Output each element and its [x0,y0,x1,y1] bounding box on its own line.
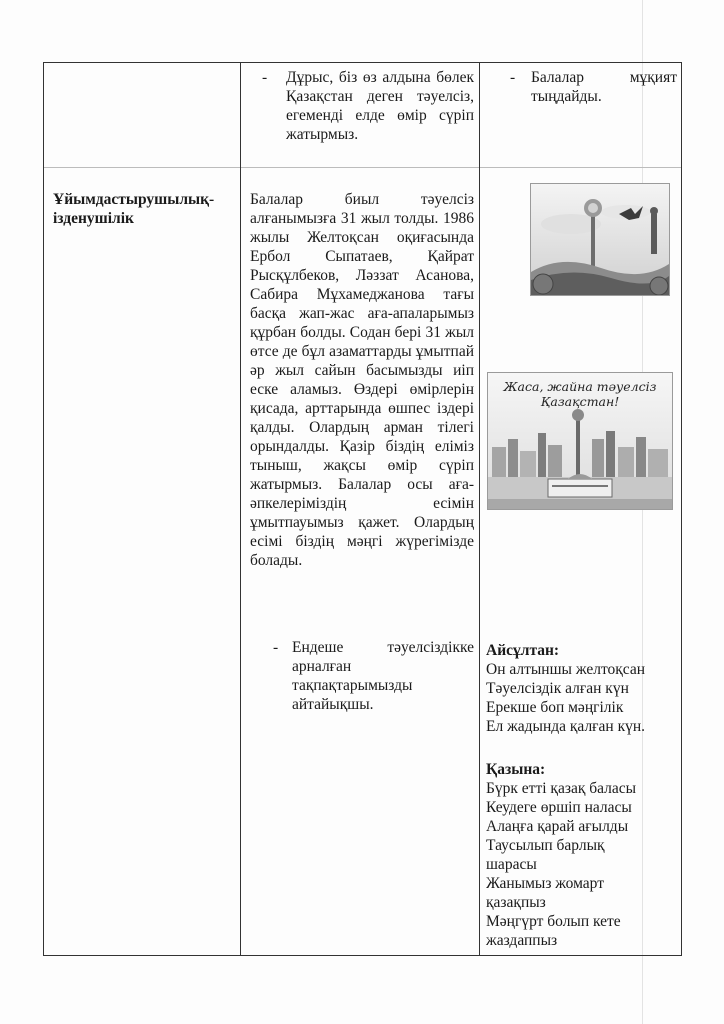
row1-right-bullet: - [510,69,516,86]
poem2-line: Бүрк етті қазақ баласы [486,780,637,797]
poem2-line: Таусылып барлық [486,837,605,854]
poem2-line: Алаңға қарай ағылды [486,818,629,835]
main-paragraph: Балалар биыл тәуелсіз алғанымызға 31 жыл толды. 1986 жылы Желтоқсан оқиғасында Ербол Сыпатаев, Қайрат Рысқұлбеков, Ләззат Асанова, Сабира Мұхамеджанова тағы басқа жап-жас аға-апаларымыз құрбан болды. Содан бері 31 жыл өтсе де бұл азаматтарды ұмытпай әр жыл сайын басымызды иіп еске аламыз. Өздері өмірлерін қисада, арттарында өшпес іздері қалды. Олардың арман тілегі орындалды. Қазір біздің еліміз тыныш, жақсы өмір сүріп жатырмыз. Балалар осы аға-әпкелеріміздің есімін ұмытпауымыз қажет. Олардың есімі біздің мәңгі жүрегімізде болады. [250,191,474,569]
poem2-line: Кеудеге өршіп наласы [486,799,632,816]
poem1-speaker: Айсұлтан: [486,642,560,659]
row1-mid-text: Дұрыс, біз өз алдына бөлек Қазақстан деген тәуелсіз, егеменді елде өмір сүріп жатырмыз. [286,69,474,143]
caption-line-2: Қазақстан! [540,394,620,409]
stage-label: Ұйымдастырушылық-ізденушілік [53,191,215,227]
poem2-speaker: Қазына: [486,761,546,778]
poem1-line: Он алтыншы желтоқсан [486,661,646,678]
independence-monument-photo [530,183,670,296]
row2-bullet: - [273,639,279,656]
poem2-line: Жанымыз жомарт [486,875,604,892]
cityscape-caption [488,379,672,409]
row1-right-text: Балалар мұқият тыңдайды. [531,69,677,105]
poem1-line: Ерекше боп мәңгілік [486,699,624,716]
table-row-divider [43,167,682,168]
poem1-line: Тәуелсіздік алған күн [486,680,629,697]
poem2-line: Мәңгүрт болып кете [486,913,621,930]
poem1-line: Ел жадында қалған күн. [486,718,646,735]
scan-artifact-line [642,0,643,1024]
astana-cityscape-photo [487,372,673,510]
monument-illustration-icon [531,184,669,295]
row1-mid-bullet: - [262,69,268,86]
table-left-border [43,62,44,956]
table-bottom-border [43,955,682,956]
poem2-line: қазақпыз [486,894,546,911]
row2-bullet-text: Ендеше тәуелсіздікке арналған тақпақтарымызды айтайықшы. [292,639,474,713]
poem2-line: жаздаппыз [486,932,558,949]
table-top-border [43,62,682,63]
caption-line-1: Жаса, жайна тәуелсіз [503,379,657,394]
table-right-border [681,62,682,956]
poem2-line: шарасы [486,856,537,873]
table-column-divider-1 [240,62,241,956]
table-column-divider-2 [479,62,480,956]
